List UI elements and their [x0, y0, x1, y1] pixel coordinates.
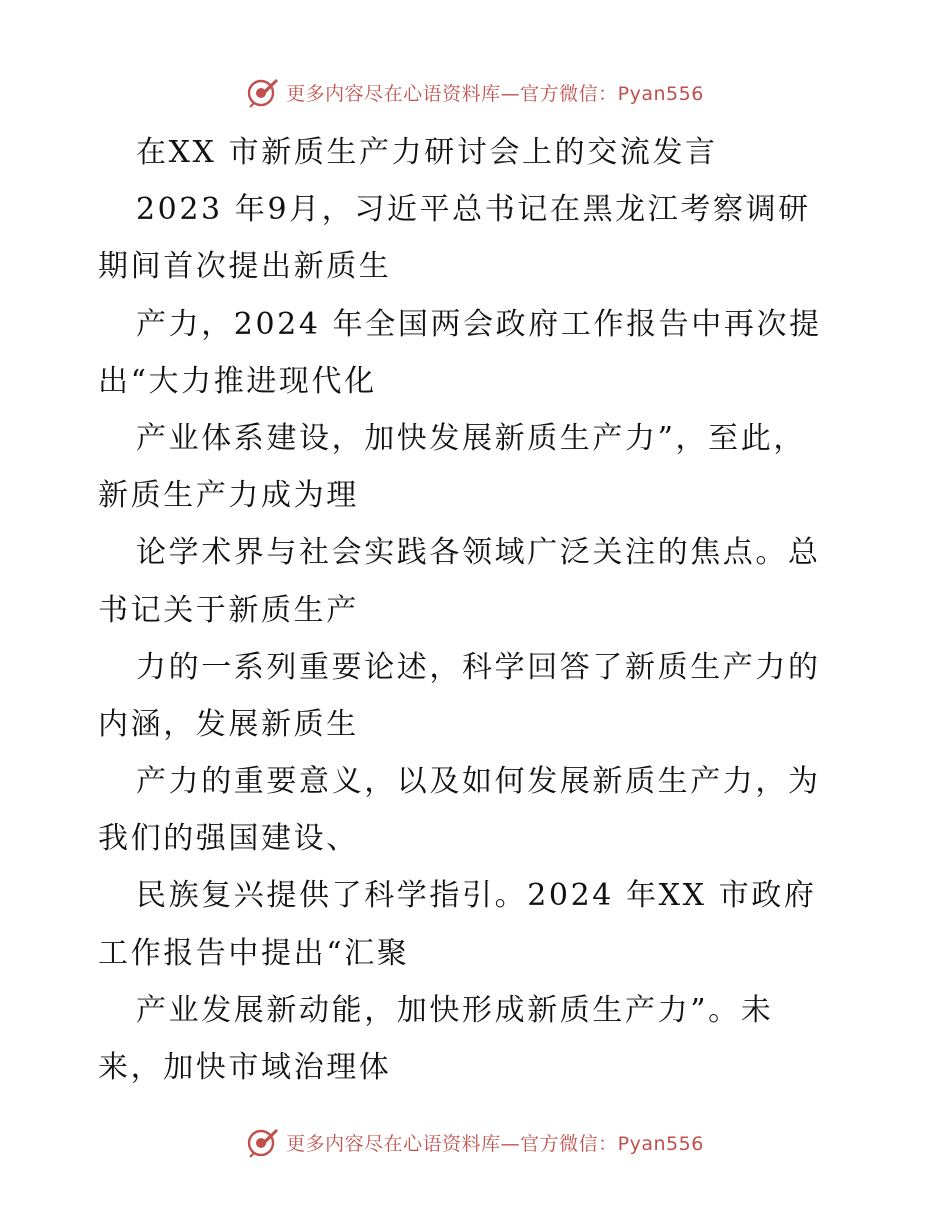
watermark-text: 更多内容尽在心语资料库—官方微信：Pyan556 — [286, 82, 704, 105]
text-line: 来，加快市域治理体 — [98, 1050, 392, 1085]
text-line: 产力的重要意义，以及如何发展新质生产力，为 — [136, 764, 821, 800]
text-line: 新质生产力成为理 — [98, 478, 359, 514]
watermark-text: 更多内容尽在心语资料库—官方微信：Pyan556 — [286, 1132, 704, 1155]
text-line: 工作报告中提出“汇聚 — [98, 935, 410, 971]
text-line: 期间首次提出新质生 — [98, 249, 392, 285]
footer-watermark — [0, 1122, 950, 1162]
text-line: 出“大力推进现代化 — [98, 363, 377, 399]
document-body — [98, 124, 898, 1096]
text-line: 我们的强国建设、 — [98, 821, 359, 857]
header-watermark — [0, 72, 950, 112]
text-line: 力的一系列重要论述，科学回答了新质生产力的 — [136, 649, 821, 685]
text-line: 2023 年9月，习近平总书记在黑龙江考察调研 — [136, 192, 811, 228]
pen-logo-icon — [246, 1125, 280, 1159]
text-line: 产业体系建设，加快发展新质生产力”，至此， — [136, 420, 806, 456]
text-line: 民族复兴提供了科学指引。2024 年XX 市政府 — [136, 878, 817, 914]
pen-logo-icon — [246, 75, 280, 109]
text-line: 内涵，发展新质生 — [98, 706, 359, 742]
text-line: 产力，2024 年全国两会政府工作报告中再次提 — [136, 306, 822, 342]
text-line: 书记关于新质生产 — [98, 592, 359, 628]
text-line: 论学术界与社会实践各领域广泛关注的焦点。总 — [136, 535, 821, 571]
text-line: 产业发展新动能，加快形成新质生产力”。未 — [136, 992, 774, 1028]
document-title-line: 在XX 市新质生产力研讨会上的交流发言 — [136, 135, 718, 170]
